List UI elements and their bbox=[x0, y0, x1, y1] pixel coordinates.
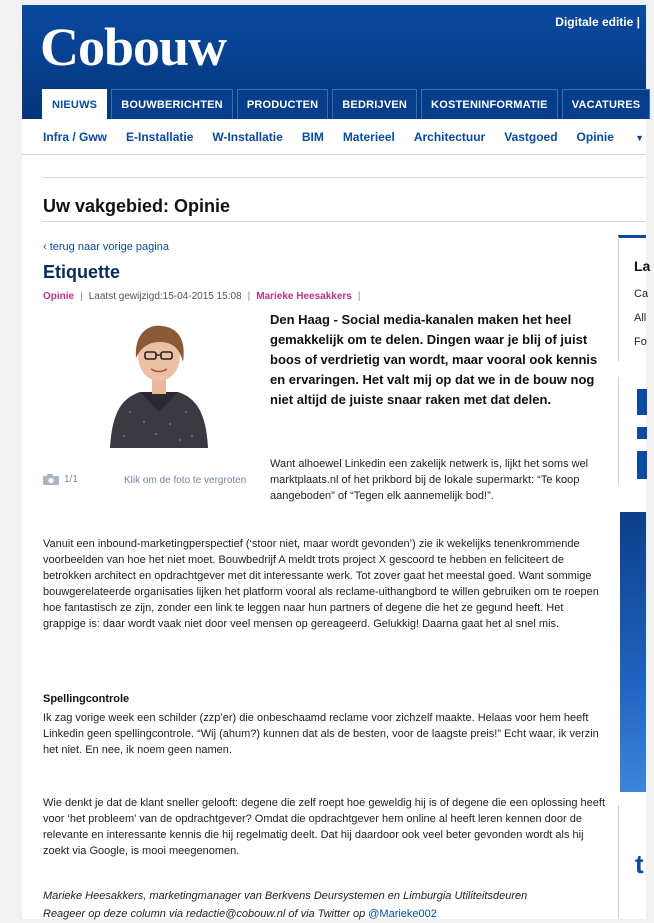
twitter-link[interactable]: @Marieke002 bbox=[368, 908, 437, 920]
back-link[interactable]: ‹ terug naar vorige pagina bbox=[43, 241, 169, 253]
subnav-materieel[interactable]: Materieel bbox=[342, 129, 395, 144]
meta-separator: | bbox=[247, 291, 251, 302]
sidebar-ad[interactable] bbox=[618, 377, 646, 485]
tab-kosteninformatie[interactable]: KOSTENINFORMATIE bbox=[421, 89, 558, 119]
category-link[interactable]: Opinie bbox=[43, 291, 75, 302]
sidebar-banner[interactable] bbox=[620, 512, 646, 792]
sidebar-ad[interactable] bbox=[618, 805, 646, 919]
sidebar-heading: La bbox=[634, 258, 651, 274]
article-paragraph: Vanuit een inbound-marketingperspectief (‘stoor niet, maar wordt gevonden’) zie ik wekelijks tenenkrommende voorbeelden van hoe het niet moet. Bouwbedrijf A meldt trots project X gescoord te hebben en feliciteert de betrokken architect en opdrachtgever met dit interessante werk. Tot zover gaat het meestal goed. Want sommige bouwgerelateerde organisaties lijken het platform vooral als reclame-uithangbord te willen gebruiken om te roepen hoe fantastisch ze zijn, zonder een link te leggen naar hun partners of degene die het ze gegund heeft. Het grappige is: daar wordt vaak niet door veel mensen op gereageerd. Gelukkig! Daarna gaat het al snel mis. bbox=[43, 538, 599, 630]
article-intro: Den Haag - Social media-kanalen maken het heel gemakkelijk om te delen. Dingen waar je blij of juist boos of verdrietig van wordt, maar vooral ook kennis en ervaringen. Het valt mij op dat we in de bouw nog niet altijd de juiste snaar raken met dat delen. bbox=[270, 312, 598, 407]
masthead bbox=[22, 5, 646, 119]
author-signature bbox=[43, 887, 613, 923]
reply-text: Reageer op deze column via redactie@cobouw.nl of via Twitter op bbox=[43, 908, 369, 920]
photo-counter bbox=[43, 474, 78, 485]
caret-down-icon[interactable]: ▼ bbox=[635, 133, 644, 143]
tab-producten[interactable]: PRODUCTEN bbox=[237, 89, 328, 119]
divider bbox=[42, 177, 646, 178]
tab-bouwberichten[interactable]: BOUWBERICHTEN bbox=[111, 89, 233, 119]
subnav-bim[interactable]: BIM bbox=[301, 129, 324, 144]
article-paragraph: Ik zag vorige week een schilder (zzp’er) die onbeschaamd reclame voor zichzelf maakte. Helaas voor hem heeft Linkedin geen spellingcontrole. “Wij (ahum?) kunnen dat als de besten, voor de laagste preis!” Echt waar, ik verzin het niet. En nee, ik noem geen namen. bbox=[43, 712, 599, 756]
article-title: Etiquette bbox=[43, 262, 121, 282]
subnav-infra-gww[interactable]: Infra / Gww bbox=[43, 129, 108, 144]
page bbox=[22, 5, 651, 920]
divider bbox=[42, 221, 646, 222]
subnav-vastgoed[interactable]: Vastgoed bbox=[504, 129, 558, 144]
tab-bedrijven[interactable]: BEDRIJVEN bbox=[332, 89, 417, 119]
subnav-opinie[interactable]: Opinie bbox=[576, 129, 614, 144]
article-meta bbox=[43, 291, 360, 302]
digitale-editie-link[interactable]: Digitale editie | bbox=[555, 15, 640, 29]
cobouw-logo[interactable]: Cobouw bbox=[40, 17, 227, 77]
subnav bbox=[22, 119, 646, 155]
photo-count-text: 1/1 bbox=[64, 474, 78, 485]
tab-nieuws[interactable]: NIEUWS bbox=[42, 89, 107, 119]
sidebar-item[interactable]: Fo bbox=[634, 336, 647, 348]
author-link[interactable]: Marieke Heesakkers bbox=[256, 291, 352, 302]
article-subheading: Spellingcontrole bbox=[43, 693, 130, 705]
subnav-architectuur[interactable]: Architectuur bbox=[413, 129, 486, 144]
reply-line bbox=[43, 905, 613, 923]
sidebar-ad-letter: t bbox=[635, 849, 644, 879]
meta-separator: | bbox=[357, 291, 361, 302]
subnav-e-installatie[interactable]: E-Installatie bbox=[126, 129, 194, 144]
meta-separator: | bbox=[80, 291, 83, 302]
section-title: Uw vakgebied: Opinie bbox=[43, 196, 231, 216]
article-paragraph: Wie denkt je dat de klant sneller gelooft: degene die zelf roept hoe geweldig hij is of degene die een oplossing heeft voor ‘het probleem’ van de opdrachtgever? Omdat die opdrachtgever hem online al heeft leren kennen door de relevante en interessante kennis die hij regelmatig deelt. Dat hij daardoor ook veel beter gevonden wordt als hij zoekt via Google, is mooi meegenomen. bbox=[43, 797, 605, 857]
article-paragraph: Want alhoewel Linkedin een zakelijk netwerk is, lijkt het soms wel marktplaats.nl of het prikbord bij de lokale supermarkt: “Te koop aangeboden” of “Tegen elk aannemelijk bod!”. bbox=[270, 458, 589, 502]
tab-vacatures[interactable]: VACATURES bbox=[562, 89, 651, 119]
sidebar-item[interactable]: All bbox=[634, 312, 647, 324]
main-tabs bbox=[42, 89, 654, 119]
signature-line: Marieke Heesakkers, marketingmanager van Berkvens Deursystemen en Limburgia Utiliteitsdeuren bbox=[43, 890, 528, 902]
subnav-w-installatie[interactable]: W-Installatie bbox=[212, 129, 283, 144]
sidebar-item[interactable]: Ca bbox=[634, 288, 649, 300]
enlarge-photo-link[interactable]: Klik om de foto te vergroten bbox=[124, 475, 247, 486]
camera-icon bbox=[43, 474, 59, 485]
modified-date: Laatst gewijzigd:15-04-2015 15:08 bbox=[88, 291, 242, 302]
author-photo[interactable] bbox=[100, 312, 218, 448]
